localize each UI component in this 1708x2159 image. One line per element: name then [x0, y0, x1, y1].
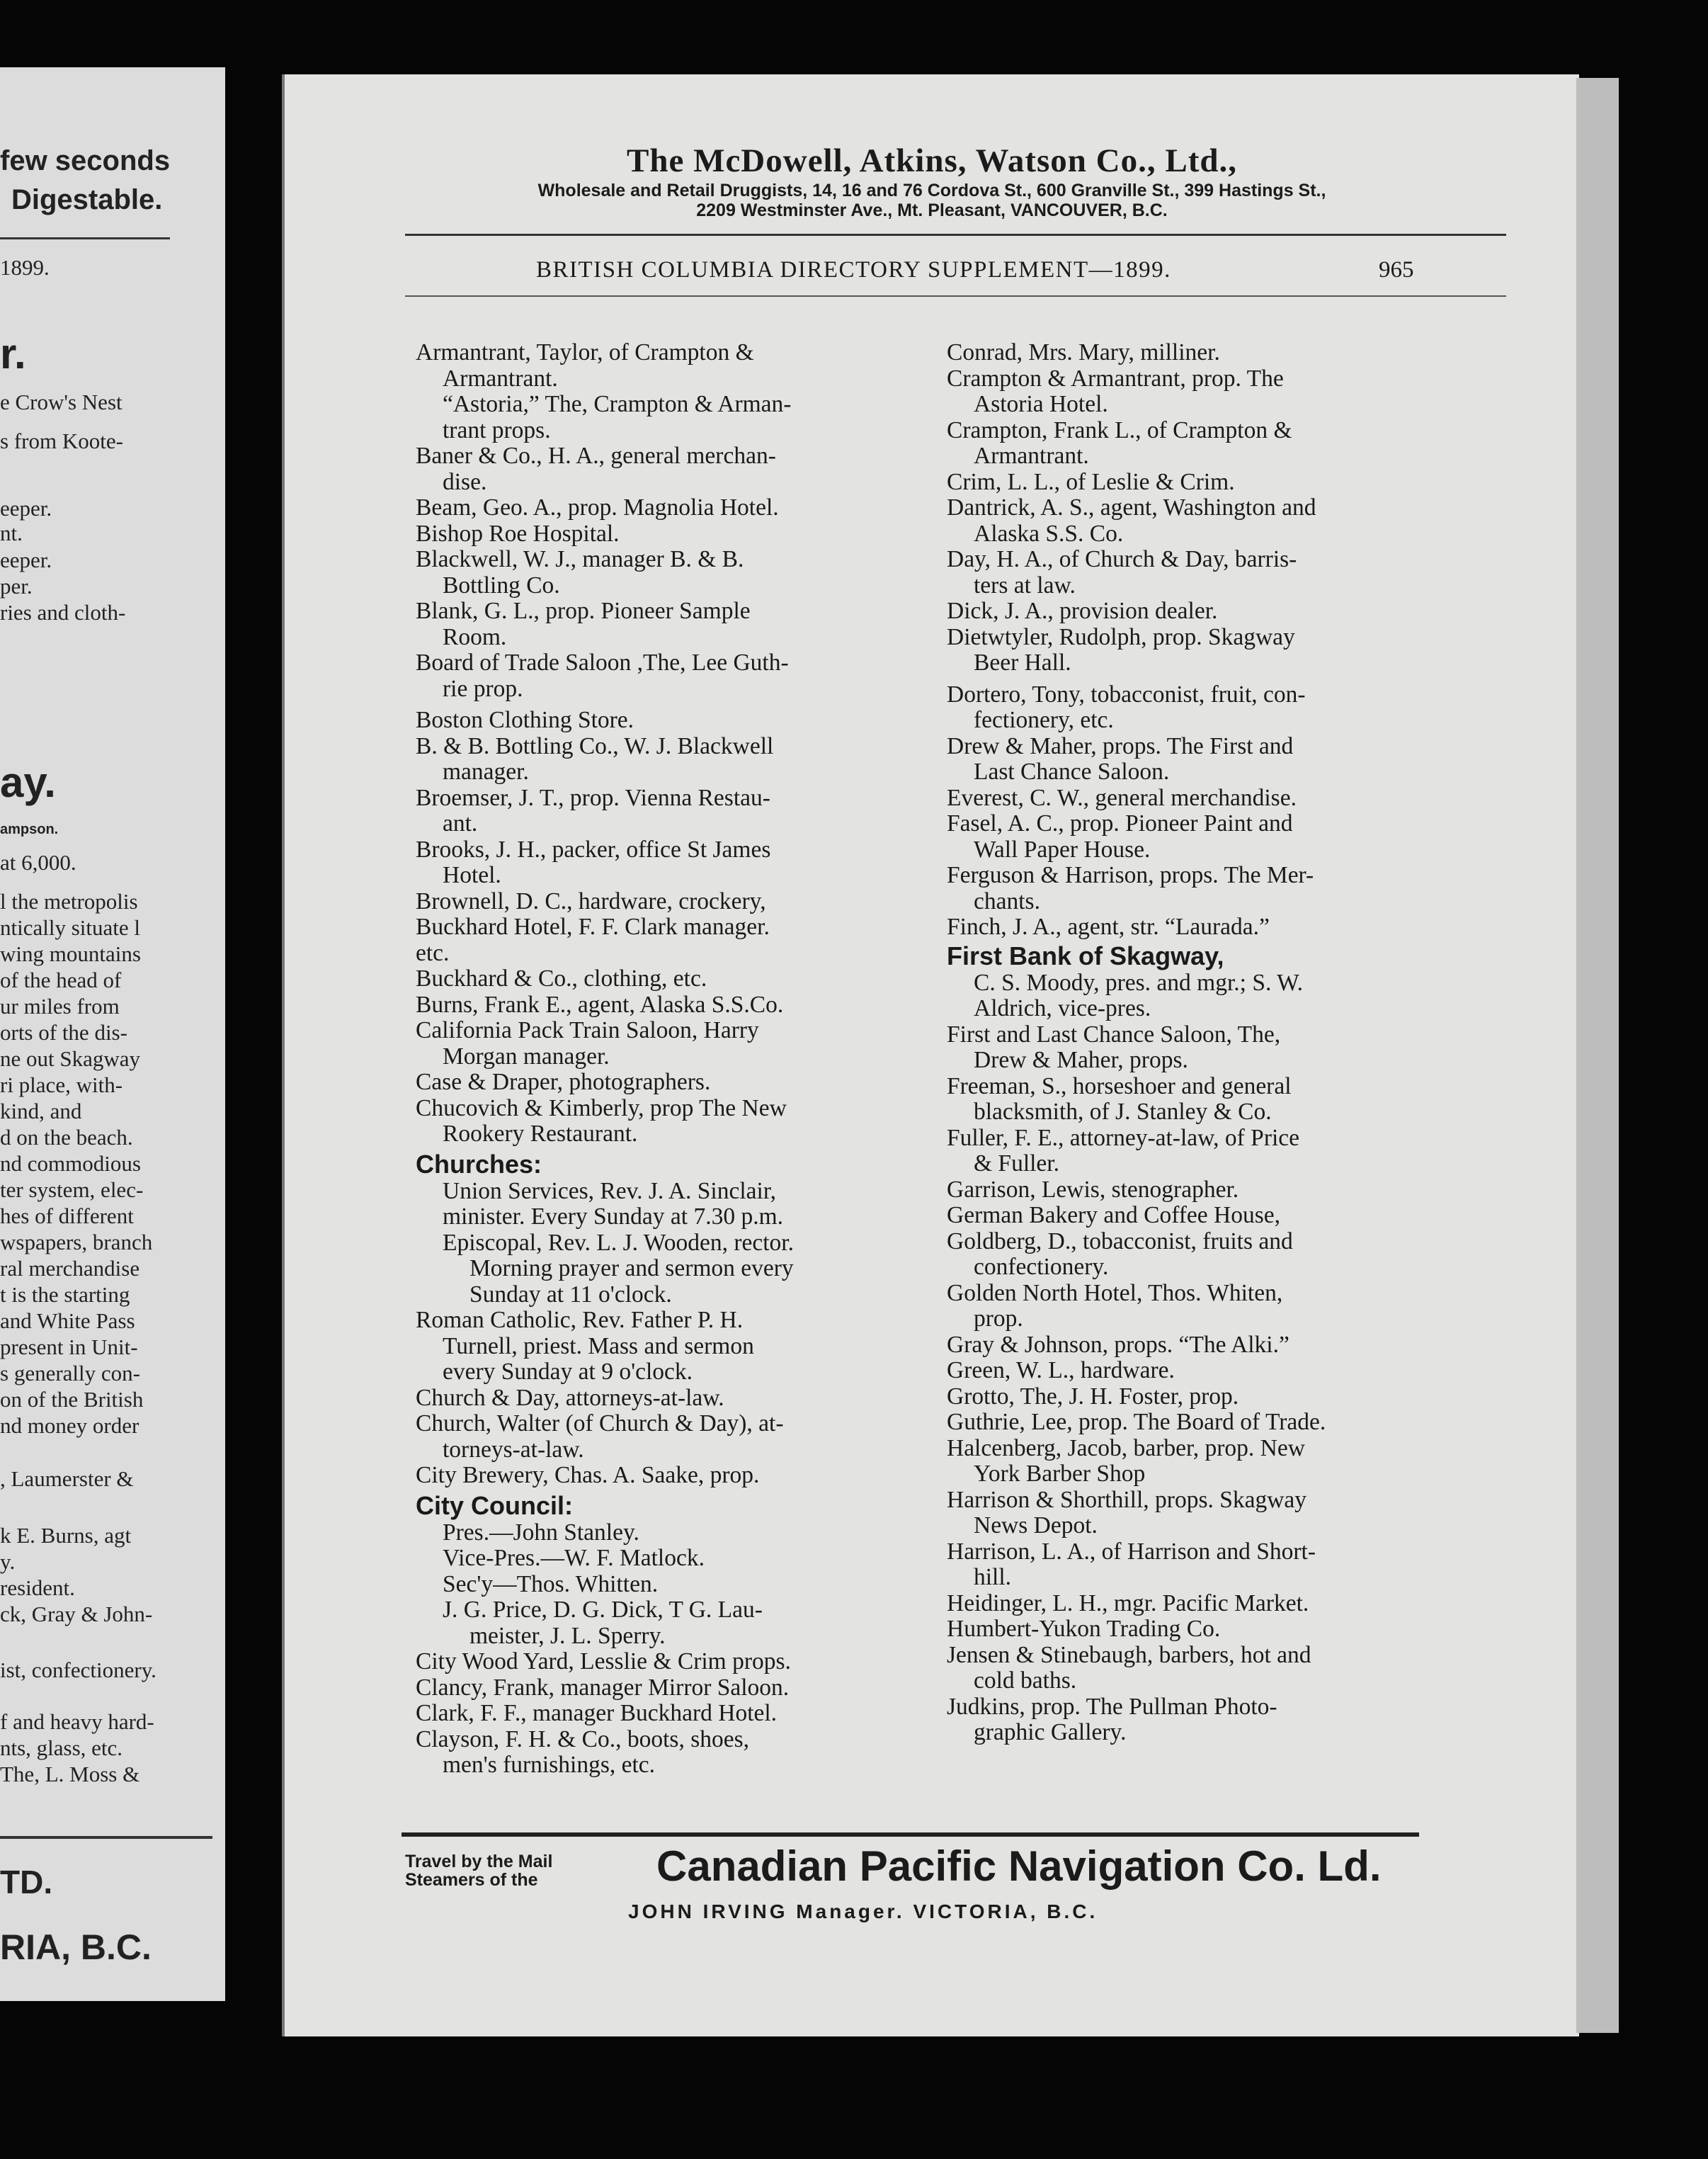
directory-entry-line: Brooks, J. H., packer, office St James	[416, 836, 771, 863]
directory-entry-line: Conrad, Mrs. Mary, milliner.	[947, 339, 1220, 366]
left-page-line: s generally con-	[0, 1361, 140, 1386]
directory-entry-line: prop.	[974, 1305, 1023, 1332]
directory-entry-line: Dortero, Tony, tobacconist, fruit, con-	[947, 681, 1306, 708]
directory-entry-line: Bottling Co.	[443, 572, 560, 599]
left-page-line: Digestable.	[11, 184, 163, 215]
directory-entry-line: torneys-at-law.	[443, 1436, 584, 1463]
directory-entry-line: Clayson, F. H. & Co., boots, shoes,	[416, 1726, 750, 1752]
directory-entry-line: Armantrant, Taylor, of Crampton &	[416, 339, 754, 366]
left-page-line: nd commodious	[0, 1151, 141, 1176]
left-page-line: ral merchandise	[0, 1256, 140, 1281]
directory-entry-line: cold baths.	[974, 1667, 1077, 1694]
left-page-line: kind, and	[0, 1099, 82, 1123]
left-page-line: d on the beach.	[0, 1125, 133, 1150]
directory-entry-line: Clancy, Frank, manager Mirror Saloon.	[416, 1674, 790, 1701]
left-page-line: eeper.	[0, 496, 52, 521]
directory-entry-line: Finch, J. A., agent, str. “Laurada.”	[947, 914, 1270, 940]
directory-entry-line: Fuller, F. E., attorney-at-law, of Price	[947, 1124, 1300, 1151]
left-page-line: wing mountains	[0, 941, 141, 966]
left-page-line: ay.	[0, 759, 56, 806]
directory-entry-line: Pres.—John Stanley.	[443, 1519, 639, 1546]
advertiser-address-line-2: 2209 Westminster Ave., Mt. Pleasant, VANCOUVER, B.C.	[696, 200, 1168, 220]
advertiser-title: The McDowell, Atkins, Watson Co., Ltd.,	[626, 142, 1238, 179]
left-page-line: ampson.	[0, 822, 59, 837]
directory-entry-line: Blank, G. L., prop. Pioneer Sample	[416, 598, 751, 624]
directory-entry-line: Everest, C. W., general merchandise.	[947, 784, 1297, 811]
directory-entry-line: meister, J. L. Sperry.	[469, 1622, 666, 1649]
left-page-line: per.	[0, 574, 33, 599]
directory-section-heading: City Council:	[416, 1490, 573, 1520]
directory-entry-line: Chucovich & Kimberly, prop The New	[416, 1094, 787, 1121]
footer-manager-line: JOHN IRVING Manager. VICTORIA, B.C.	[628, 1900, 1098, 1922]
book-fore-edge	[1576, 78, 1619, 2033]
left-page-line: ries and cloth-	[0, 600, 126, 625]
directory-entry-line: Drew & Maher, props.	[974, 1047, 1188, 1073]
directory-entry-line: Rookery Restaurant.	[443, 1121, 638, 1147]
directory-page	[282, 74, 1579, 2036]
left-page-line: r.	[0, 330, 26, 378]
directory-entry-line: Buckhard Hotel, F. F. Clark manager.	[416, 914, 770, 940]
directory-entry-line: Guthrie, Lee, prop. The Board of Trade.	[947, 1409, 1326, 1435]
directory-entry-line: ant.	[443, 810, 478, 837]
left-page-line: ur miles from	[0, 994, 120, 1019]
footer-company-name: Canadian Pacific Navigation Co. Ld.	[656, 1842, 1382, 1890]
directory-entry-line: German Bakery and Coffee House,	[947, 1202, 1281, 1228]
left-page-line: ist, confectionery.	[0, 1658, 156, 1682]
directory-entry-line: ters at law.	[974, 572, 1076, 599]
directory-entry-line: Room.	[443, 623, 507, 650]
directory-entry-line: hill.	[974, 1564, 1012, 1590]
left-page-line: nts, glass, etc.	[0, 1735, 123, 1760]
directory-entry-line: Case & Draper, photographers.	[416, 1069, 711, 1095]
left-page-line: ntically situate l	[0, 915, 141, 940]
left-page-line: resident.	[0, 1575, 75, 1600]
directory-entry-line: Garrison, Lewis, stenographer.	[947, 1176, 1239, 1203]
directory-entry-line: Dantrick, A. S., agent, Washington and	[947, 494, 1316, 521]
directory-entry-line: York Barber Shop	[974, 1461, 1146, 1487]
header-rule	[405, 234, 1506, 236]
directory-entry-line: Astoria Hotel.	[974, 391, 1108, 417]
directory-section-heading: Churches:	[416, 1149, 542, 1179]
directory-entry-line: C. S. Moody, pres. and mgr.; S. W.	[974, 969, 1304, 996]
left-page-line: ne out Skagway	[0, 1046, 141, 1071]
directory-entry-line: Harrison, L. A., of Harrison and Short-	[947, 1538, 1316, 1565]
directory-entry-line: Brownell, D. C., hardware, crockery,	[416, 888, 766, 914]
directory-entry-line: Roman Catholic, Rev. Father P. H.	[416, 1307, 744, 1333]
left-page-line: nt.	[0, 521, 23, 545]
directory-entry-line: Wall Paper House.	[974, 836, 1151, 863]
directory-entry-line: Clark, F. F., manager Buckhard Hotel.	[416, 1700, 778, 1726]
directory-entry-line: every Sunday at 9 o'clock.	[443, 1359, 693, 1385]
left-page-line: hes of different	[0, 1203, 134, 1228]
directory-entry-line: Ferguson & Harrison, props. The Mer-	[947, 862, 1314, 888]
directory-entry-line: Hotel.	[443, 862, 501, 888]
footer-small-line-2: Steamers of the	[405, 1870, 538, 1890]
directory-entry-line: Golden North Hotel, Thos. Whiten,	[947, 1279, 1283, 1306]
directory-entry-line: Crampton & Armantrant, prop. The	[947, 365, 1284, 392]
directory-entry-line: Church & Day, attorneys-at-law.	[416, 1384, 724, 1411]
left-page-line: The, L. Moss &	[0, 1762, 140, 1786]
directory-entry-line: rie prop.	[443, 675, 523, 702]
directory-entry-line: Buckhard & Co., clothing, etc.	[416, 965, 707, 992]
directory-entry-line: etc.	[416, 939, 450, 966]
directory-entry-line: Judkins, prop. The Pullman Photo-	[947, 1693, 1277, 1720]
left-page-line: ck, Gray & John-	[0, 1602, 153, 1626]
directory-entry-line: Boston Clothing Store.	[416, 707, 634, 733]
directory-entry-line: Broemser, J. T., prop. Vienna Restau-	[416, 784, 770, 811]
directory-entry-line: Board of Trade Saloon ,The, Lee Guth-	[416, 650, 789, 676]
directory-entry-line: Aldrich, vice-pres.	[974, 995, 1151, 1021]
directory-entry-line: Armantrant.	[974, 443, 1089, 469]
directory-entry-line: Heidinger, L. H., mgr. Pacific Market.	[947, 1590, 1309, 1616]
left-page-line: 1899.	[0, 255, 50, 280]
directory-entry-line: Bishop Roe Hospital.	[416, 520, 620, 547]
directory-entry-line: Drew & Maher, props. The First and	[947, 732, 1294, 759]
left-page-line: y.	[0, 1549, 16, 1574]
directory-entry-line: Alaska S.S. Co.	[974, 520, 1124, 547]
directory-entry-line: First and Last Chance Saloon, The,	[947, 1021, 1281, 1048]
directory-entry-line: Goldberg, D., tobacconist, fruits and	[947, 1228, 1293, 1254]
left-page-line: , Laumerster &	[0, 1466, 134, 1491]
left-page-line: TD.	[0, 1864, 53, 1900]
directory-entry-line: minister. Every Sunday at 7.30 p.m.	[443, 1203, 784, 1230]
directory-entry-line: Halcenberg, Jacob, barber, prop. New	[947, 1434, 1305, 1461]
left-page-line: present in Unit-	[0, 1334, 138, 1359]
directory-entry-line: Grotto, The, J. H. Foster, prop.	[947, 1383, 1239, 1410]
left-page-line: RIA, B.C.	[0, 1927, 152, 1967]
left-page-line: wspapers, branch	[0, 1230, 153, 1254]
left-page-line: and White Pass	[0, 1308, 135, 1333]
directory-entry-line: Freeman, S., horseshoer and general	[947, 1072, 1292, 1099]
directory-entry-line: Dietwtyler, Rudolph, prop. Skagway	[947, 623, 1295, 650]
left-page-line: s from Koote-	[0, 429, 123, 453]
left-page-line: of the head of	[0, 968, 122, 992]
directory-entry-line: Day, H. A., of Church & Day, barris-	[947, 546, 1297, 572]
left-page-line: on of the British	[0, 1387, 144, 1412]
left-page-line: f and heavy hard-	[0, 1709, 154, 1734]
advertiser-address-line-1: Wholesale and Retail Druggists, 14, 16 and 76 Cordova St., 600 Granville St., 399 Hastings St.,	[537, 181, 1326, 200]
page-number: 965	[1379, 257, 1414, 283]
left-page-line: at 6,000.	[0, 850, 76, 875]
directory-entry-line: Episcopal, Rev. L. J. Wooden, rector.	[443, 1229, 794, 1256]
directory-entry-line: blacksmith, of J. Stanley & Co.	[974, 1099, 1272, 1125]
directory-entry-line: Beam, Geo. A., prop. Magnolia Hotel.	[416, 494, 779, 521]
directory-entry-line: Morgan manager.	[443, 1043, 610, 1070]
directory-entry-line: fectionery, etc.	[974, 707, 1114, 733]
directory-entry-line: confectionery.	[974, 1254, 1109, 1280]
directory-entry-line: trant props.	[443, 416, 551, 443]
directory-entry-line: City Wood Yard, Lesslie & Crim props.	[416, 1648, 791, 1674]
directory-entry-line: Armantrant.	[443, 365, 558, 392]
directory-entry-line: Crampton, Frank L., of Crampton &	[947, 416, 1292, 443]
directory-entry-line: Union Services, Rev. J. A. Sinclair,	[443, 1177, 777, 1204]
directory-entry-line: manager.	[443, 759, 529, 785]
directory-entry-line: Burns, Frank E., agent, Alaska S.S.Co.	[416, 991, 784, 1018]
directory-entry-line: Last Chance Saloon.	[974, 759, 1170, 785]
directory-entry-line: Baner & Co., H. A., general merchan-	[416, 443, 776, 469]
directory-entry-line: Fasel, A. C., prop. Pioneer Paint and	[947, 810, 1293, 837]
running-head: BRITISH COLUMBIA DIRECTORY SUPPLEMENT—1899.	[536, 257, 1171, 283]
directory-entry-line: City Brewery, Chas. A. Saake, prop.	[416, 1462, 760, 1488]
directory-entry-line: Sunday at 11 o'clock.	[469, 1281, 672, 1308]
footer-rule	[402, 1832, 1419, 1837]
left-page-line: t is the starting	[0, 1282, 130, 1307]
left-page-rule	[0, 237, 170, 239]
left-page-line: orts of the dis-	[0, 1020, 127, 1045]
directory-entry-line: J. G. Price, D. G. Dick, T G. Lau-	[443, 1597, 763, 1623]
directory-entry-line: Turnell, priest. Mass and sermon	[443, 1332, 754, 1359]
directory-entry-line: “Astoria,” The, Crampton & Arman-	[443, 391, 792, 417]
left-page-line: ter system, elec-	[0, 1177, 144, 1202]
directory-entry-line: Gray & Johnson, props. “The Alki.”	[947, 1331, 1289, 1358]
left-page-line: k E. Burns, agt	[0, 1523, 132, 1548]
left-page-line: ri place, with-	[0, 1072, 123, 1097]
directory-entry-line: Church, Walter (of Church & Day), at-	[416, 1410, 784, 1436]
directory-entry-line: Jensen & Stinebaugh, barbers, hot and	[947, 1641, 1311, 1668]
directory-entry-line: Humbert-Yukon Trading Co.	[947, 1616, 1221, 1642]
directory-entry-line: dise.	[443, 468, 487, 495]
running-head-rule	[405, 295, 1506, 297]
left-page-footer-rule	[0, 1836, 212, 1839]
directory-entry-line: Harrison & Shorthill, props. Skagway	[947, 1486, 1307, 1513]
directory-entry-line: Morning prayer and sermon every	[469, 1255, 794, 1281]
directory-entry-line: Beer Hall.	[974, 650, 1071, 676]
directory-entry-line: Vice-Pres.—W. F. Matlock.	[443, 1545, 705, 1571]
directory-entry-line: graphic Gallery.	[974, 1719, 1127, 1745]
directory-entry-line: men's furnishings, etc.	[443, 1752, 656, 1778]
left-page-line: nd money order	[0, 1413, 140, 1438]
directory-entry-line: chants.	[974, 888, 1040, 914]
footer-small-line-1: Travel by the Mail	[405, 1852, 553, 1871]
left-page-line: e Crow's Nest	[0, 390, 123, 414]
left-page-line: l the metropolis	[0, 889, 138, 914]
directory-entry-line: Green, W. L., hardware.	[947, 1357, 1175, 1383]
left-page-fragment	[0, 67, 225, 2001]
directory-entry-line: News Depot.	[974, 1512, 1098, 1538]
left-page-line: eeper.	[0, 548, 52, 572]
directory-entry-line: & Fuller.	[974, 1150, 1059, 1177]
directory-entry-line: Blackwell, W. J., manager B. & B.	[416, 546, 744, 572]
directory-entry-line: Crim, L. L., of Leslie & Crim.	[947, 468, 1235, 495]
left-page-line: few seconds	[0, 145, 171, 176]
directory-entry-line: B. & B. Bottling Co., W. J. Blackwell	[416, 732, 774, 759]
directory-section-heading: First Bank of Skagway,	[947, 941, 1224, 970]
directory-entry-line: California Pack Train Saloon, Harry	[416, 1017, 759, 1043]
directory-entry-line: Dick, J. A., provision dealer.	[947, 598, 1218, 624]
directory-entry-line: Sec'y—Thos. Whitten.	[443, 1570, 659, 1597]
